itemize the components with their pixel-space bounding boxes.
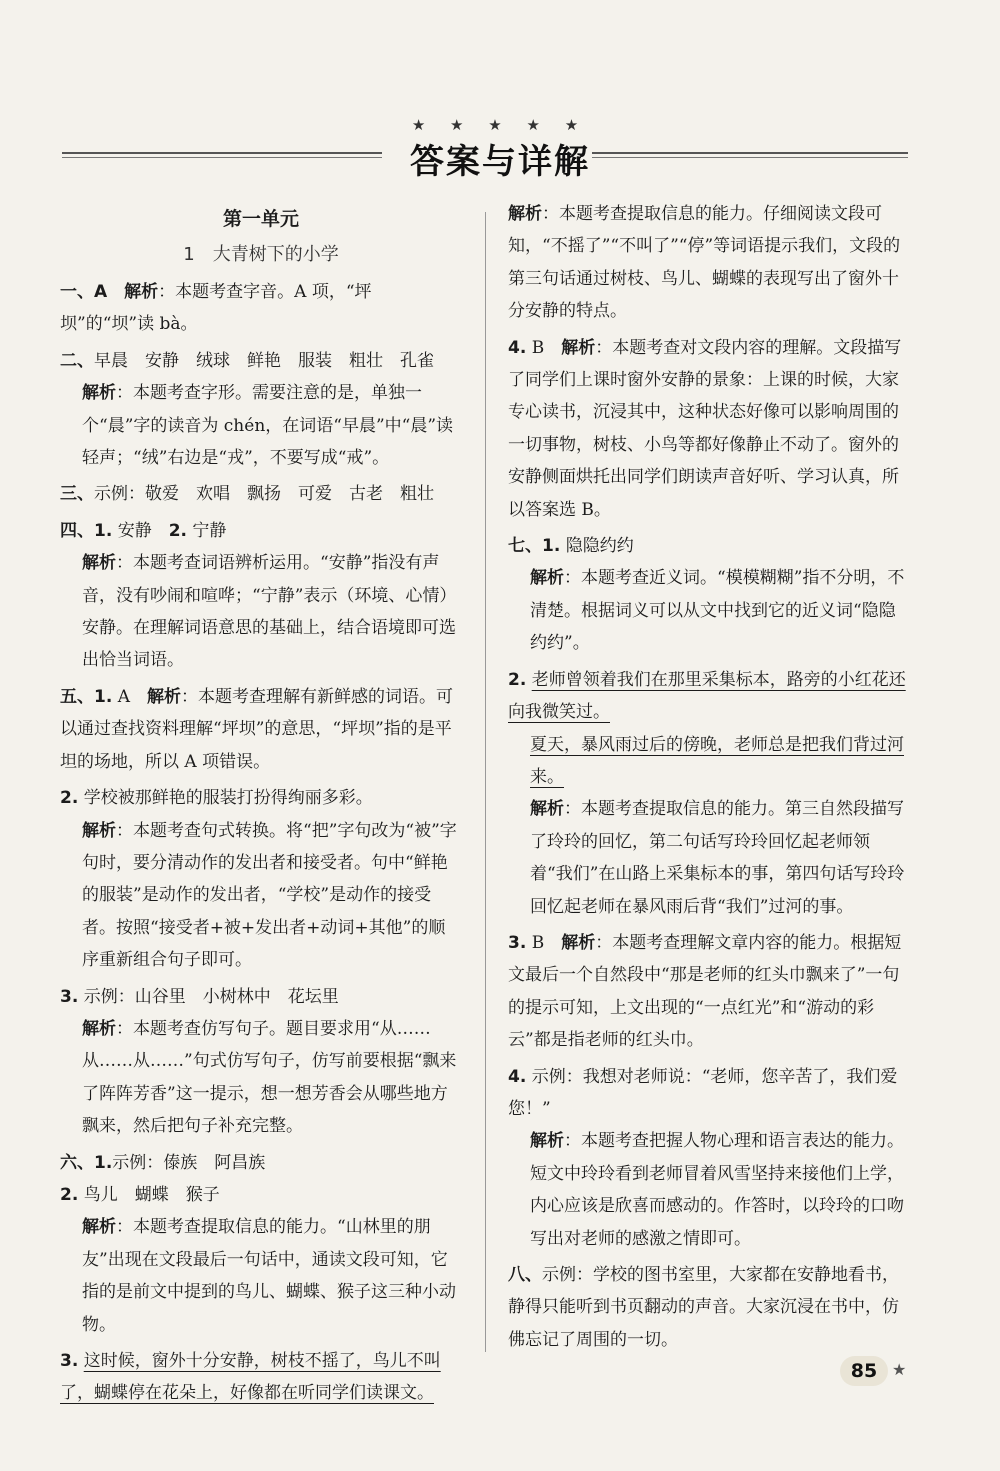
q-number: 四、1. [60,520,113,541]
answer-q7-2-second [508,729,908,794]
answer-text: 宁静 [192,520,227,541]
answer-q5-1 [60,681,462,778]
q-number: 3. [508,932,527,953]
right-column [508,198,908,1356]
analysis-text: ：本题考查理解文章内容的能力。根据短文最后一个自然段中“那是老师的红头巾飘来了”一句的提示可知，上文出现的“一点红光”和“游动的彩云”都是指老师的红头巾。 [508,932,902,1051]
q-number: 2. [60,1184,79,1205]
analysis-text: ：本题考查字音。A 项，“坪坝”的“坝”读 bà。 [60,282,372,335]
answer-q4 [60,515,462,547]
q-number: 五、1. [60,686,113,707]
answer-text: 鸟儿 蝴蝶 猴子 [83,1184,220,1205]
q-number: 三、 [60,484,94,505]
q-number: 二、 [60,350,94,371]
answer-text: 示例：傣族 阿昌族 [112,1152,266,1173]
answer-text: 夏天，暴风雨过后的傍晚，老师总是把我们背过河来。 [530,734,904,787]
q-number: 2. [168,520,187,541]
answer-text: B [531,337,545,358]
page-title: 答案与详解 [410,142,590,182]
answer-text: 示例：学校的图书室里，大家都在安静地看书，静得只能听到书页翻动的声音。大家沉浸在书中，仿佛忘记了周围的一切。 [508,1265,899,1350]
column-divider [485,212,486,1352]
q-number: 六、1. [60,1152,113,1173]
answer-q1 [60,276,462,341]
analysis-q7-2 [508,793,908,923]
analysis-label: 解析 [561,337,596,358]
q-number: 3. [60,986,79,1007]
lesson-title: 1 大青树下的小学 [183,244,339,265]
answer-q5-2 [60,782,462,814]
answer-q2 [60,345,462,377]
analysis-label: 解析 [82,553,116,574]
analysis-text: ：本题考查对文段内容的理解。文段描写了同学们上课时窗外安静的景象：上课的时候，大家专心读书，沉浸其中，这种状态好像可以影响周围的一切事物，树枝、小鸟等都好像静止不动了。窗外的安静侧面烘托出同学们朗读声音好听、学习认真，所以答案选 B。 [508,337,902,520]
analysis-label: 解析 [82,1217,116,1238]
analysis-label: 解析 [530,1131,564,1152]
answer-text: A [117,686,130,707]
analysis-label: 解析 [146,686,181,707]
answer-text: 示例：敬爱 欢唱 飘扬 可爱 古老 粗壮 [94,484,434,505]
analysis-text: ：本题考查提取信息的能力。仔细阅读文段可知，“不摇了”“不叫了”“停”等词语提示我们，文段的第三句话通过树枝、鸟儿、蝴蝶的表现写出了窗外十分安静的特点。 [508,204,901,322]
analysis-q2 [60,377,462,474]
answer-q8 [508,1259,908,1356]
header-rule-right [592,152,908,158]
analysis-label: 解析 [82,1018,116,1039]
answer-text: B [531,932,545,953]
q-number: 2. [508,669,527,690]
analysis-label: 解析 [530,799,564,820]
answer-q5-3 [60,981,462,1013]
star-icon: ★ [892,1360,907,1379]
left-column [60,198,462,1410]
answer-q7-1 [508,530,908,562]
q-number: 2. [60,788,79,809]
q-number: 一、A [60,282,108,302]
analysis-label: 解析 [82,383,116,404]
answer-text: 示例：我想对老师说：“老师，您辛苦了，我们爱您！” [508,1066,898,1119]
answer-text: 安静 [117,520,152,541]
analysis-text: ：本题考查词语辨析运用。“安静”指没有声音，没有吵闹和喧哗；“宁静”表示（环境、心情）安静。在理解词语意思的基础上，结合语境即可选出恰当词语。 [82,553,457,671]
answer-text: 学校被那鲜艳的服装打扮得绚丽多彩。 [83,788,373,809]
answer-text: 早晨 安静 绒球 鲜艳 服装 粗壮 孔雀 [94,350,434,371]
analysis-q6-2 [60,1211,462,1341]
analysis-text: ：本题考查句式转换。将“把”字句改为“被”字句时，要分清动作的发出者和接受者。句中“鲜艳的服装”是动作的发出者，“学校”是动作的接受者。按照“接受者+被+发出者+动词+其他”的顺序重新组合句子即可。 [82,820,457,971]
q-number: 3. [60,1351,79,1371]
q-number: 七、1. [508,536,561,557]
q-number: 4. [508,337,527,358]
answer-text: 隐隐约约 [565,536,634,557]
q-number: 4. [508,1066,527,1087]
analysis-text: ：本题考查提取信息的能力。第三自然段描写了玲玲的回忆，第二句话写玲玲回忆起老师领着“我们”在山路上采集标本的事，第四句话写玲玲回忆起老师在暴风雨后背“我们”过河的事。 [530,799,905,917]
analysis-q7-4 [508,1125,908,1255]
analysis-label: 解析 [124,282,159,302]
analysis-label: 解析 [82,820,116,841]
answer-q6-2 [60,1179,462,1211]
answer-q6-1 [60,1147,462,1179]
analysis-text: ：本题考查把握人物心理和语言表达的能力。短文中玲玲看到老师冒着风雪坚持来接他们上学，内心应该是欣喜而感动的。作答时，以玲玲的口吻写出对老师的感激之情即可。 [530,1131,904,1249]
page-number: 85 [840,1356,888,1386]
analysis-text: ：本题考查仿写句子。题目要求用“从……从……从……”句式仿写句子，仿写前要根据“飘来了阵阵芳香”这一提示，想一想芳香会从哪些地方飘来，然后把句子补充完整。 [82,1018,457,1137]
answer-text: 示例：山谷里 小树林中 花坛里 [83,986,339,1007]
answer-q6-3 [60,1345,462,1410]
analysis-q6-3 [508,198,908,328]
answer-q7-2 [508,664,908,729]
header-stars: ★ ★ ★ ★ ★ [411,116,589,134]
answer-q7-4 [508,1061,908,1126]
answer-text: 老师曾领着我们在那里采集标本，路旁的小红花还向我微笑过。 [508,669,906,723]
analysis-text: ：本题考查理解有新鲜感的词语。可以通过查找资料理解“坪坝”的意思，“坪坝”指的是平坦的场地，所以 A 项错误。 [60,686,453,772]
answer-q6-4 [508,332,908,526]
answer-q3 [60,478,462,510]
page-header [0,110,1000,190]
analysis-text: ：本题考查字形。需要注意的是，单独一个“晨”字的读音为 chén，在词语“早晨”中“晨”读轻声；“绒”右边是“戎”，不要写成“戒”。 [82,383,454,469]
answer-q7-3 [508,927,908,1057]
analysis-q7-1 [508,562,908,659]
analysis-label: 解析 [530,568,564,589]
answer-text: 这时候，窗外十分安静，树枝不摇了，鸟儿不叫了，蝴蝶停在花朵上，好像都在听同学们读课文。 [60,1351,441,1404]
analysis-q5-3 [60,1013,462,1143]
analysis-q5-2 [60,815,462,977]
analysis-q4 [60,547,462,677]
analysis-text: ：本题考查提取信息的能力。“山林里的朋友”出现在文段最后一句话中，通读文段可知，它指的是前文中提到的鸟儿、蝴蝶、猴子这三种小动物。 [82,1217,456,1335]
analysis-text: ：本题考查近义词。“模模糊糊”指不分明，不清楚。根据词义可以从文中找到它的近义词“隐隐约约”。 [530,568,905,654]
analysis-label: 解析 [508,204,542,224]
analysis-label: 解析 [561,932,596,953]
q-number: 八、 [508,1265,542,1285]
unit-title: 第一单元 [222,208,299,230]
